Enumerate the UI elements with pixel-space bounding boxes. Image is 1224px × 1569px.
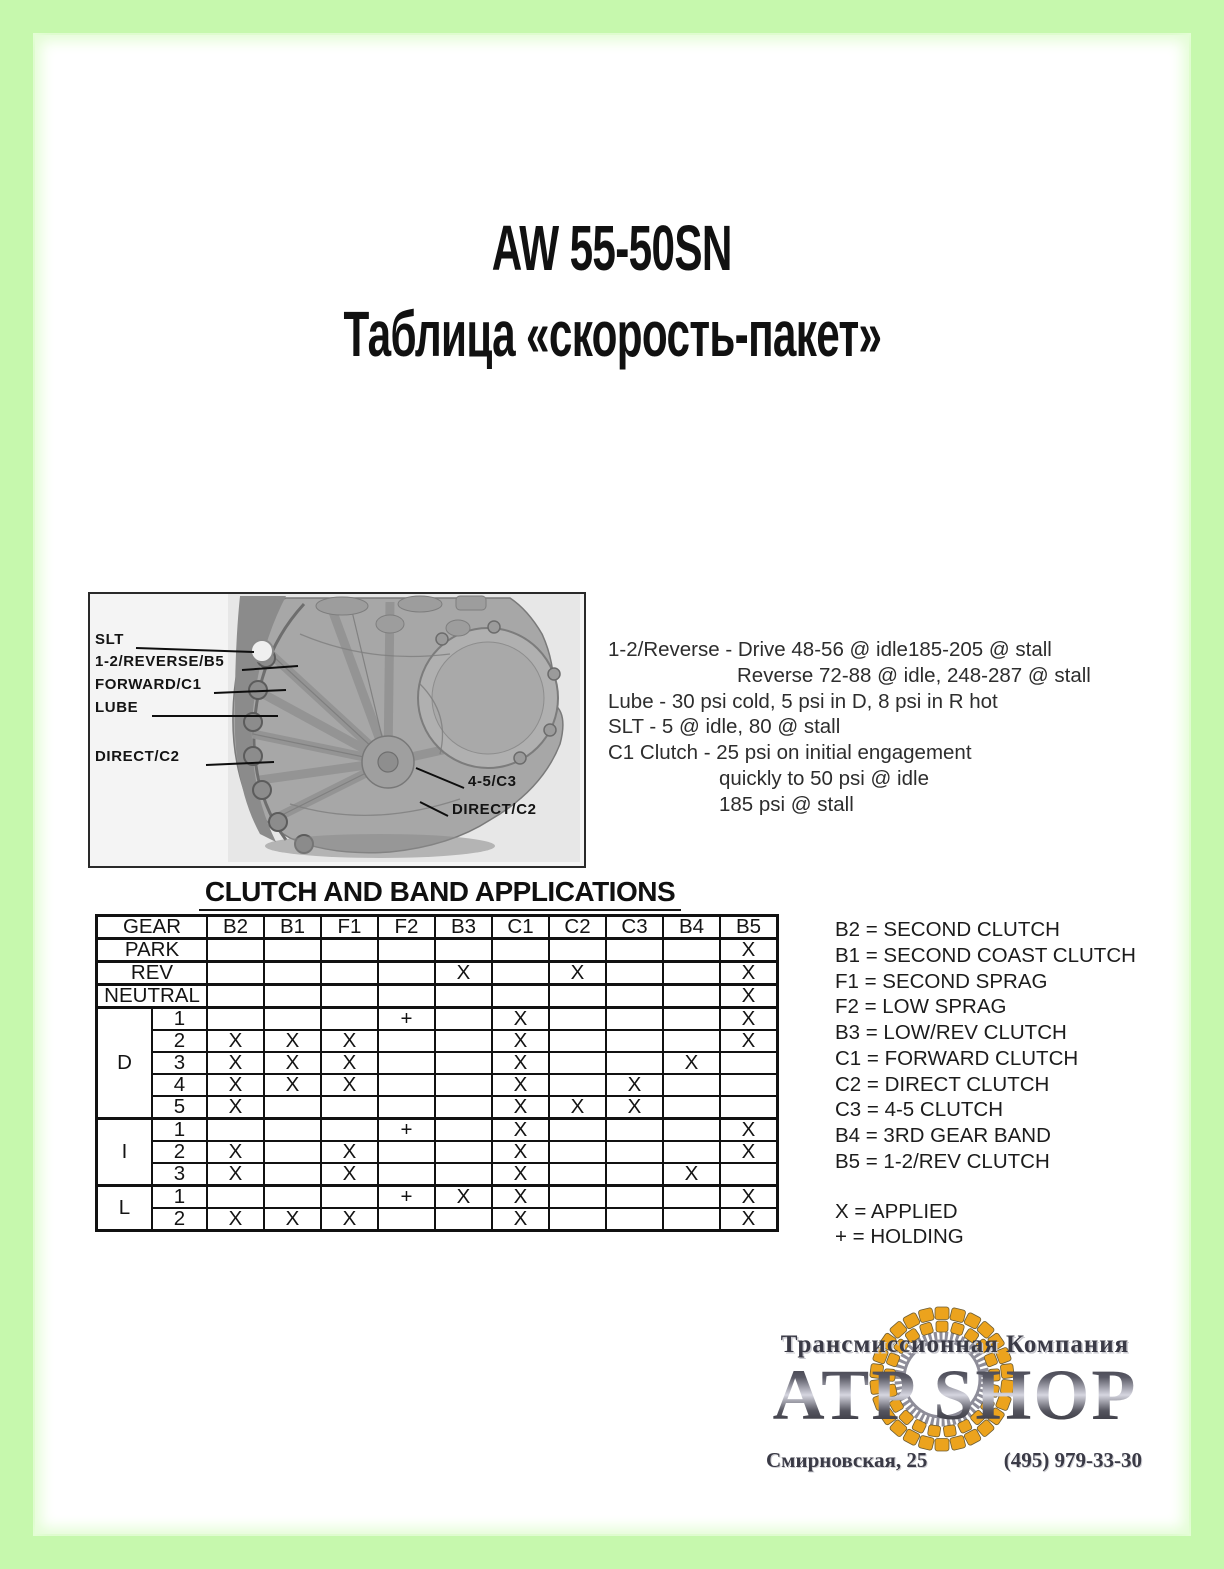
- column-header: F2: [378, 916, 435, 939]
- gear-cell: REV: [97, 962, 208, 985]
- mark-cell: [606, 1052, 663, 1074]
- gear-cell: 3: [152, 1052, 207, 1074]
- mark-cell: [378, 939, 435, 962]
- column-header: B2: [207, 916, 264, 939]
- mark-cell: X: [207, 1163, 264, 1186]
- mark-cell: X: [207, 1208, 264, 1231]
- table-row: [97, 1119, 778, 1142]
- mark-cell: [549, 1052, 606, 1074]
- mark-cell: X: [492, 1208, 549, 1231]
- mark-cell: X: [492, 1074, 549, 1096]
- gear-cell: NEUTRAL: [97, 985, 208, 1008]
- mark-cell: [207, 1008, 264, 1031]
- table-row: [97, 939, 778, 962]
- legend-item: C1 = FORWARD CLUTCH: [835, 1046, 1079, 1070]
- mark-cell: [435, 1163, 492, 1186]
- table-row: [97, 1163, 778, 1186]
- legend-item: B4 = 3RD GEAR BAND: [835, 1124, 1051, 1147]
- table-header-row: [97, 916, 778, 939]
- gear-cell: 2: [152, 1141, 207, 1163]
- mark-cell: [663, 1186, 720, 1209]
- spec-line: 1-2/Reverse - Drive 48-56 @ idle185-205 @ stall: [608, 638, 1052, 661]
- mark-cell: [606, 1008, 663, 1031]
- figure-label: 1-2/REVERSE/B5: [95, 653, 225, 670]
- gear-cell: 1: [152, 1119, 207, 1142]
- mark-cell: X: [492, 1030, 549, 1052]
- legend-items: [835, 917, 1136, 1175]
- mark-cell: X: [321, 1208, 378, 1231]
- mark-cell: X: [264, 1074, 321, 1096]
- legend-item: F1 = SECOND SPRAG: [835, 969, 1048, 993]
- gear-cell: 1: [152, 1008, 207, 1031]
- mark-cell: [606, 962, 663, 985]
- legend-item: F2 = LOW SPRAG: [835, 995, 1007, 1019]
- gear-cell: 3: [152, 1163, 207, 1186]
- mark-cell: [549, 985, 606, 1008]
- mark-cell: [378, 1208, 435, 1231]
- mark-cell: [321, 1096, 378, 1119]
- mark-cell: [264, 962, 321, 985]
- mark-cell: [492, 939, 549, 962]
- legend-item: B2 = SECOND CLUTCH: [835, 918, 1060, 941]
- figure-label: 4-5/C3: [468, 773, 517, 790]
- mark-cell: [264, 985, 321, 1008]
- pressure-specs: [608, 637, 1091, 818]
- mark-cell: [435, 1052, 492, 1074]
- mark-cell: [606, 985, 663, 1008]
- mark-cell: [264, 1163, 321, 1186]
- mark-cell: [321, 1008, 378, 1031]
- mark-cell: [435, 1119, 492, 1142]
- table-row: [97, 1074, 778, 1096]
- table-row: [97, 1030, 778, 1052]
- group-cell: I: [97, 1119, 153, 1186]
- logo-address: Смирновская, 25: [766, 1448, 928, 1472]
- spec-line: Lube - 30 psi cold, 5 psi in D, 8 psi in R hot: [608, 689, 998, 713]
- mark-cell: [378, 985, 435, 1008]
- column-header: GEAR: [97, 916, 208, 939]
- table-row: [97, 1141, 778, 1163]
- mark-cell: [207, 985, 264, 1008]
- mark-cell: X: [720, 1119, 778, 1142]
- mark-cell: [663, 1030, 720, 1052]
- mark-cell: X: [207, 1052, 264, 1074]
- table-row: [97, 1208, 778, 1231]
- mark-cell: [720, 1074, 778, 1096]
- mark-cell: [435, 1030, 492, 1052]
- legend-marks: [835, 1199, 1136, 1251]
- mark-cell: [606, 1119, 663, 1142]
- gear-cell: 2: [152, 1030, 207, 1052]
- gear-cell: 4: [152, 1074, 207, 1096]
- mark-cell: [435, 1208, 492, 1231]
- mark-cell: [663, 1008, 720, 1031]
- mark-cell: [492, 985, 549, 1008]
- mark-cell: X: [492, 1186, 549, 1209]
- mark-cell: X: [321, 1030, 378, 1052]
- mark-cell: [378, 962, 435, 985]
- mark-cell: [378, 1030, 435, 1052]
- mark-cell: X: [663, 1052, 720, 1074]
- logo-company-name: Трансмиссионная Компания: [780, 1331, 1130, 1358]
- mark-cell: [207, 939, 264, 962]
- mark-cell: [378, 1163, 435, 1186]
- mark-cell: X: [720, 1208, 778, 1231]
- mark-cell: [663, 985, 720, 1008]
- table-row: [97, 1186, 778, 1209]
- mark-cell: X: [720, 985, 778, 1008]
- mark-cell: [549, 1008, 606, 1031]
- mark-cell: X: [207, 1030, 264, 1052]
- mark-cell: [606, 939, 663, 962]
- mark-cell: [549, 1074, 606, 1096]
- mark-cell: [321, 939, 378, 962]
- page-title-line1: AW 55-50SN: [492, 212, 732, 284]
- mark-cell: [663, 1141, 720, 1163]
- mark-cell: X: [720, 1008, 778, 1031]
- spec-line: SLT - 5 @ idle, 80 @ stall: [608, 715, 841, 739]
- mark-cell: [606, 1141, 663, 1163]
- mark-cell: X: [321, 1141, 378, 1163]
- mark-cell: [492, 962, 549, 985]
- mark-cell: [264, 1141, 321, 1163]
- gear-cell: 1: [152, 1186, 207, 1209]
- logo-brand-name: ATP SHOP: [740, 1351, 1170, 1439]
- mark-cell: X: [492, 1008, 549, 1031]
- mark-cell: X: [492, 1163, 549, 1186]
- gear-cell: 5: [152, 1096, 207, 1119]
- mark-cell: X: [720, 962, 778, 985]
- atp-shop-logo: [740, 1293, 1170, 1503]
- transmission-figure: [88, 592, 586, 868]
- mark-cell: [720, 1163, 778, 1186]
- page-title: [0, 214, 1224, 386]
- mark-cell: [435, 1096, 492, 1119]
- mark-cell: [435, 1074, 492, 1096]
- mark-cell: [207, 1186, 264, 1209]
- mark-cell: [549, 1208, 606, 1231]
- mark-cell: [264, 1096, 321, 1119]
- mark-cell: [549, 939, 606, 962]
- mark-cell: X: [663, 1163, 720, 1186]
- mark-cell: [321, 985, 378, 1008]
- mark-cell: [435, 1008, 492, 1031]
- mark-cell: [207, 962, 264, 985]
- transmission-photo-illustration: [90, 594, 580, 862]
- mark-cell: X: [492, 1141, 549, 1163]
- mark-cell: X: [264, 1052, 321, 1074]
- mark-cell: X: [492, 1096, 549, 1119]
- mark-cell: +: [378, 1119, 435, 1142]
- mark-cell: [435, 1141, 492, 1163]
- figure-label: SLT: [95, 631, 125, 648]
- legend-mark-item: + = HOLDING: [835, 1225, 964, 1249]
- column-header: B4: [663, 916, 720, 939]
- figure-label: LUBE: [95, 699, 139, 716]
- mark-cell: X: [435, 1186, 492, 1209]
- column-header: B1: [264, 916, 321, 939]
- column-header: B3: [435, 916, 492, 939]
- mark-cell: [378, 1141, 435, 1163]
- mark-cell: [264, 939, 321, 962]
- gear-cell: PARK: [97, 939, 208, 962]
- mark-cell: [321, 1186, 378, 1209]
- mark-cell: X: [207, 1074, 264, 1096]
- column-header: B5: [720, 916, 778, 939]
- mark-cell: X: [606, 1096, 663, 1119]
- spec-line: Reverse 72-88 @ idle, 248-287 @ stall: [737, 663, 1091, 687]
- column-header: F1: [321, 916, 378, 939]
- mark-cell: [663, 962, 720, 985]
- mark-cell: X: [492, 1052, 549, 1074]
- mark-cell: +: [378, 1008, 435, 1031]
- mark-cell: X: [321, 1074, 378, 1096]
- mark-cell: X: [720, 939, 778, 962]
- spec-line: 185 psi @ stall: [719, 792, 854, 816]
- mark-cell: [549, 1141, 606, 1163]
- mark-cell: X: [321, 1052, 378, 1074]
- mark-cell: X: [264, 1030, 321, 1052]
- mark-cell: X: [492, 1119, 549, 1142]
- mark-cell: [663, 1074, 720, 1096]
- legend-mark-item: X = APPLIED: [835, 1199, 958, 1223]
- clutch-band-table: [95, 914, 779, 1232]
- group-cell: L: [97, 1186, 153, 1231]
- mark-cell: [606, 1186, 663, 1209]
- legend: [835, 917, 1136, 1250]
- mark-cell: X: [606, 1074, 663, 1096]
- mark-cell: [606, 1030, 663, 1052]
- mark-cell: [264, 1186, 321, 1209]
- mark-cell: [549, 1163, 606, 1186]
- figure-label: FORWARD/C1: [95, 676, 202, 693]
- table-row: [97, 962, 778, 985]
- spec-line: quickly to 50 psi @ idle: [719, 766, 929, 790]
- table-row: [97, 1052, 778, 1074]
- spec-line: C1 Clutch - 25 psi on initial engagement: [608, 741, 972, 765]
- mark-cell: [378, 1096, 435, 1119]
- column-header: C3: [606, 916, 663, 939]
- mark-cell: X: [207, 1096, 264, 1119]
- mark-cell: [549, 1030, 606, 1052]
- mark-cell: [435, 985, 492, 1008]
- mark-cell: X: [321, 1163, 378, 1186]
- table-row: [97, 1096, 778, 1119]
- mark-cell: [663, 1208, 720, 1231]
- mark-cell: [549, 1186, 606, 1209]
- mark-cell: [606, 1208, 663, 1231]
- gear-cell: 2: [152, 1208, 207, 1231]
- mark-cell: X: [720, 1141, 778, 1163]
- mark-cell: [663, 1096, 720, 1119]
- mark-cell: [663, 1119, 720, 1142]
- legend-item: B3 = LOW/REV CLUTCH: [835, 1021, 1067, 1044]
- mark-cell: [720, 1052, 778, 1074]
- mark-cell: [663, 939, 720, 962]
- page-title-line2: Таблица «скорость-пакет»: [343, 298, 881, 370]
- group-cell: D: [97, 1008, 153, 1119]
- legend-item: B5 = 1-2/REV CLUTCH: [835, 1149, 1050, 1173]
- legend-item: C2 = DIRECT CLUTCH: [835, 1072, 1050, 1096]
- mark-cell: [720, 1096, 778, 1119]
- mark-cell: [264, 1119, 321, 1142]
- mark-cell: [264, 1008, 321, 1031]
- legend-item: C3 = 4-5 CLUTCH: [835, 1098, 1004, 1122]
- table-row: [97, 985, 778, 1008]
- mark-cell: [378, 1074, 435, 1096]
- column-header: C2: [549, 916, 606, 939]
- column-header: C1: [492, 916, 549, 939]
- mark-cell: [207, 1119, 264, 1142]
- table-title-wrap: [95, 876, 785, 911]
- mark-cell: X: [720, 1186, 778, 1209]
- mark-cell: [549, 1119, 606, 1142]
- mark-cell: X: [720, 1030, 778, 1052]
- figure-label: DIRECT/C2: [452, 801, 537, 818]
- logo-phone: (495) 979-33-30: [1003, 1448, 1142, 1472]
- mark-cell: X: [549, 1096, 606, 1119]
- mark-cell: X: [435, 962, 492, 985]
- mark-cell: +: [378, 1186, 435, 1209]
- table-row: [97, 1008, 778, 1031]
- table-title: CLUTCH AND BAND APPLICATIONS: [199, 876, 681, 911]
- mark-cell: X: [207, 1141, 264, 1163]
- mark-cell: [435, 939, 492, 962]
- mark-cell: [321, 1119, 378, 1142]
- mark-cell: [321, 962, 378, 985]
- figure-label: DIRECT/C2: [95, 748, 180, 765]
- mark-cell: [606, 1163, 663, 1186]
- mark-cell: X: [264, 1208, 321, 1231]
- legend-item: B1 = SECOND COAST CLUTCH: [835, 943, 1136, 967]
- mark-cell: X: [549, 962, 606, 985]
- mark-cell: [378, 1052, 435, 1074]
